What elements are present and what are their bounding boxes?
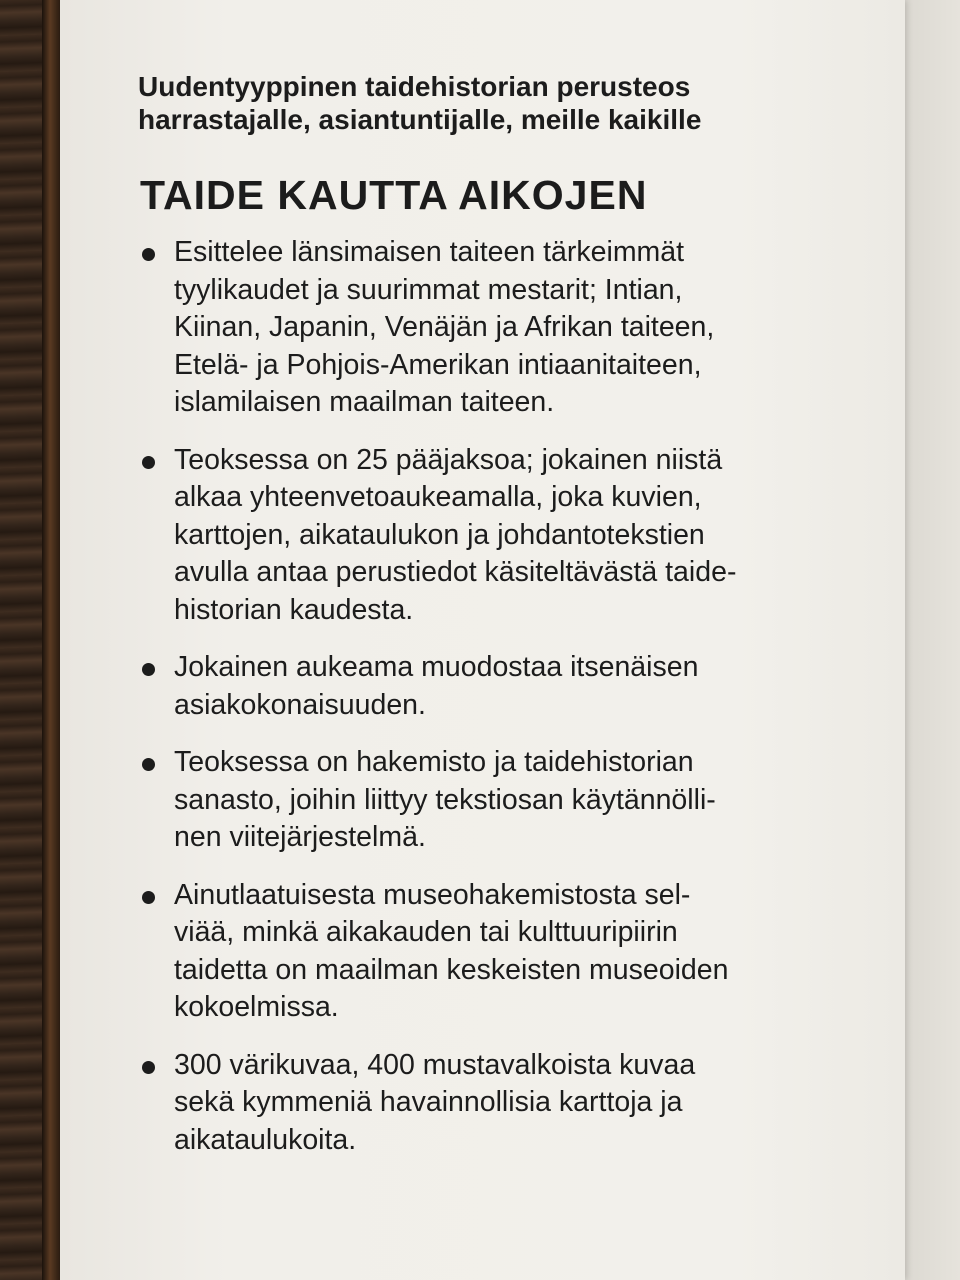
feature-text: Teoksessa on 25 pääjaksoa; jokainen niistä alkaa yhteenvetoaukeamalla, joka kuvien, karttojen, aikataulukon ja johdantotekstien avulla antaa perustiedot käsiteltävästä taide- historian kaudesta. xyxy=(174,443,737,626)
feature-item xyxy=(138,1047,818,1160)
feature-item xyxy=(138,442,818,630)
feature-text: Jokainen aukeama muodostaa itsenäisen asiakokonaisuuden. xyxy=(174,651,699,721)
feature-text: Esittelee länsimaisen taiteen tärkeimmät tyylikaudet ja suurimmat mestarit; Intian, Kiinan, Japanin, Venäjän ja Afrikan taiteen, Etelä- ja Pohjois-Amerikan intiaanitaiteen, islamilaisen maailman taiteen. xyxy=(174,236,715,418)
book-spine-edge xyxy=(42,0,62,1280)
feature-list xyxy=(138,234,818,1159)
bullet-icon xyxy=(142,456,155,469)
feature-text: Teoksessa on hakemisto ja taidehistorian sanasto, joihin liittyy tekstiosan käytännölli- nen viitejärjestelmä. xyxy=(174,746,716,853)
feature-item xyxy=(138,649,818,724)
leaflet-subtitle: Uudentyyppinen taidehistorian perusteos harrastajalle, asiantuntijalle, meille kaikille xyxy=(138,71,702,135)
bullet-icon xyxy=(142,758,155,771)
feature-item xyxy=(138,877,818,1027)
leaflet-content xyxy=(138,70,818,1179)
bullet-icon xyxy=(142,891,155,904)
feature-text: 300 värikuvaa, 400 mustavalkoista kuvaa sekä kymmeniä havainnollisia karttoja ja aikataulukoita. xyxy=(174,1048,696,1156)
feature-item xyxy=(138,234,818,422)
leaflet-title: TAIDE KAUTTA AIKOJEN xyxy=(140,172,648,218)
feature-text: Ainutlaatuisesta museohakemistosta sel- viää, minkä aikakauden tai kulttuuripiirin taidetta on maailman keskeisten museoiden kokoelmissa. xyxy=(174,878,729,1023)
background-surface xyxy=(905,0,960,1280)
bullet-icon xyxy=(142,248,155,261)
bullet-icon xyxy=(142,663,155,676)
bullet-icon xyxy=(142,1061,155,1074)
feature-item xyxy=(138,744,818,857)
